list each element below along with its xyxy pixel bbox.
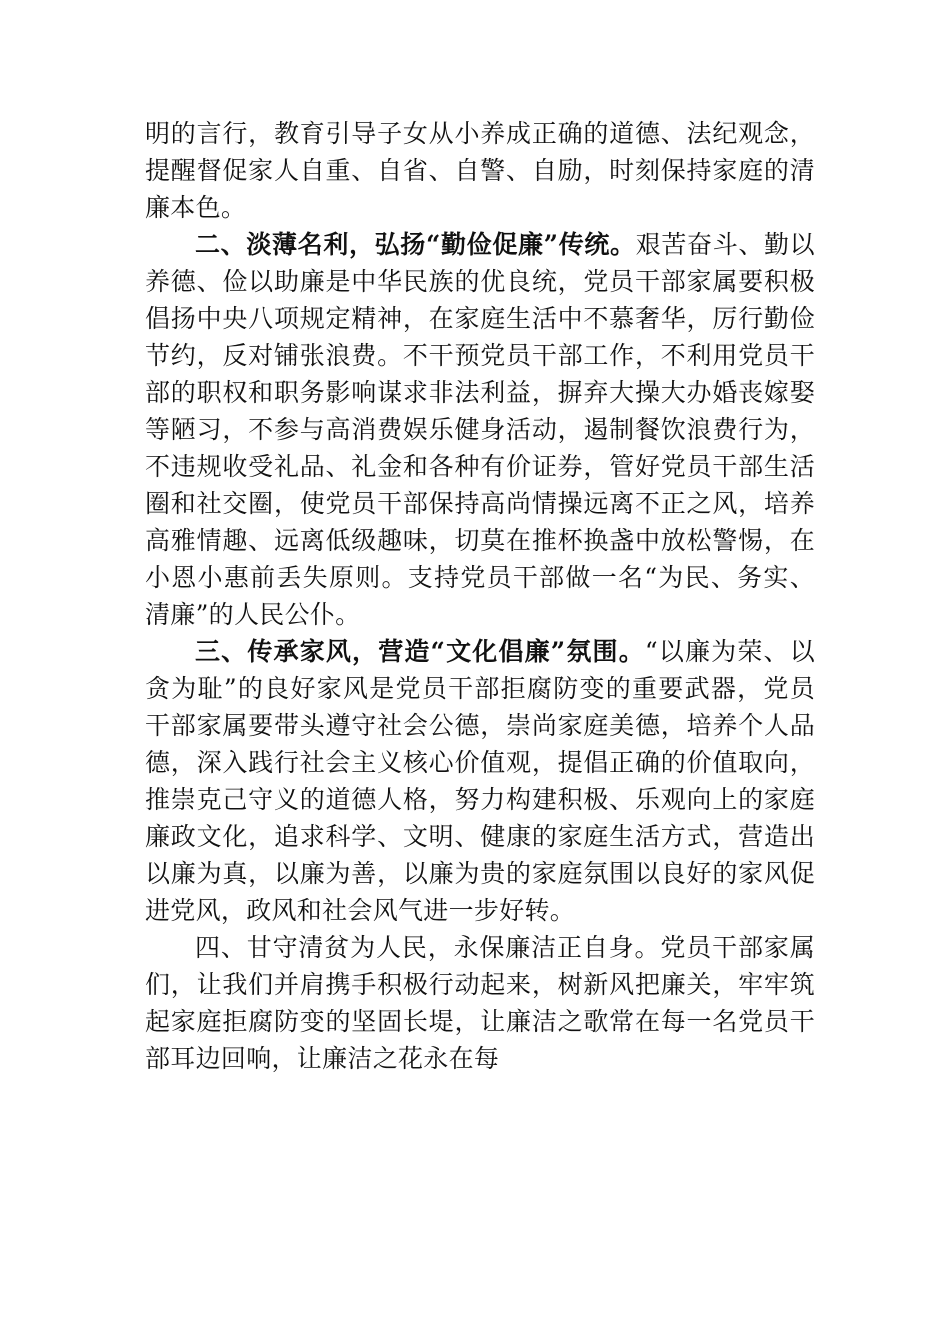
section-heading: 二、淡薄名利，弘扬“勤俭促廉”传统。 <box>195 230 636 259</box>
paragraph-continuation <box>145 115 815 226</box>
paragraph-text: 艰苦奋斗、勤以养德、俭以助廉是中华民族的优良统，党员干部家属要积极倡扬中央八项规定精神，在家庭生活中不慕奢华，厉行勤俭节约，反对铺张浪费。不干预党员干部工作，不利用党员干部的职权和职务影响谋求非法利益，摒弃大操大办婚丧嫁娶等陋习，不参与高消费娱乐健身活动，遏制餐饮浪费行为，不违规收受礼品、礼金和各种有价证券，管好党员干部生活圈和社交圈，使党员干部保持高尚情操远离不正之风，培养高雅情趣、远离低级趣味，切莫在推杯换盏中放松警惕，在小恩小惠前丢失原则。支持党员干部做一名“为民、务实、清廉”的人民公仆。 <box>145 230 815 629</box>
paragraph-section-three <box>145 633 815 929</box>
paragraph-section-two <box>145 226 815 633</box>
section-heading: 三、传承家风，营造“文化倡廉”氛围。 <box>195 637 645 666</box>
document-body <box>145 115 815 1077</box>
paragraph-text: 明的言行，教育引导子女从小养成正确的道德、法纪观念，提醒督促家人自重、自省、自警、自励，时刻保持家庭的清廉本色。 <box>145 119 815 222</box>
paragraph-text: 四、甘守清贫为人民，永保廉洁正自身。党员干部家属们，让我们并肩携手积极行动起来，树新风把廉关，牢牢筑起家庭拒腐防变的坚固长堤，让廉洁之歌常在每一名党员干部耳边回响，让廉洁之花永在每 <box>145 933 815 1073</box>
paragraph-text: “以廉为荣、以贪为耻”的良好家风是党员干部拒腐防变的重要武器，党员干部家属要带头遵守社会公德，崇尚家庭美德，培养个人品德，深入践行社会主义核心价值观，提倡正确的价值取向，推崇克己守义的道德人格，努力构建积极、乐观向上的家庭廉政文化，追求科学、文明、健康的家庭生活方式，营造出以廉为真，以廉为善，以廉为贵的家庭氛围以良好的家风促进党风，政风和社会风气进一步好转。 <box>145 637 815 925</box>
paragraph-section-four <box>145 929 815 1077</box>
